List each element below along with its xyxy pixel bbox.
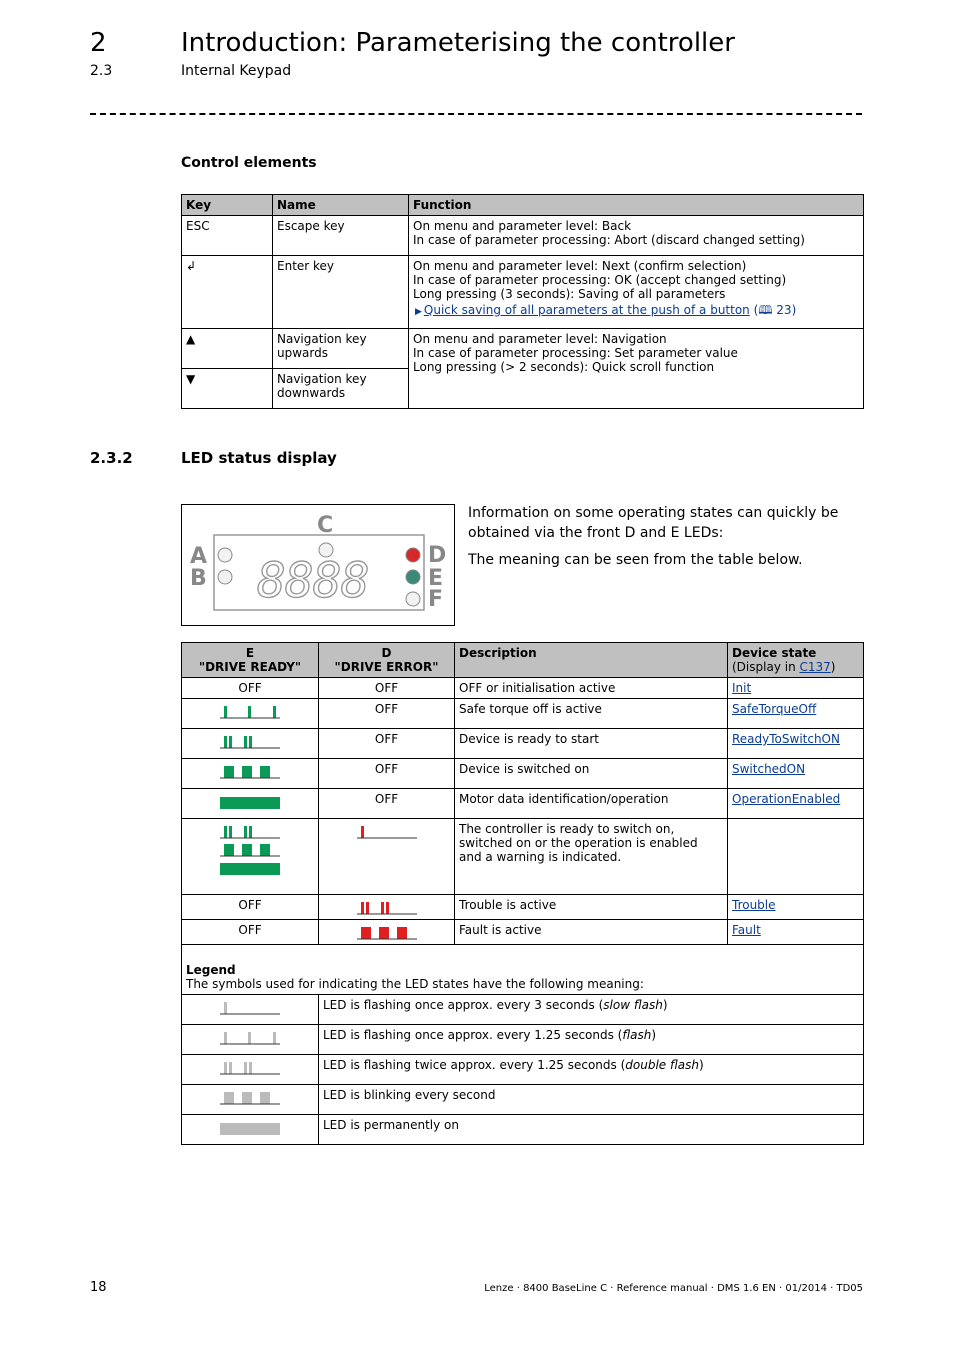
steady-bar	[220, 863, 280, 875]
led-f	[406, 592, 420, 606]
pulse	[260, 1092, 270, 1104]
chapter-title: Introduction: Parameterising the controller	[181, 28, 735, 58]
chapter-number: 2	[90, 28, 107, 58]
device-state-cell	[728, 678, 864, 699]
led-blink-symbol	[357, 925, 417, 941]
drive-error-cell: OFF	[319, 729, 455, 759]
legend-symbol-cell	[182, 1115, 319, 1145]
led-double-flash-symbol	[220, 1060, 280, 1076]
legend-title: Legend	[186, 963, 236, 977]
pulse	[260, 844, 270, 856]
table-row	[182, 819, 864, 895]
led-on-symbol	[220, 1120, 280, 1136]
pulse	[273, 1032, 276, 1044]
pulse	[224, 1092, 234, 1104]
steady-bar	[220, 797, 280, 809]
column-header-description: Description	[455, 643, 728, 678]
subsection-number: 2.3.2	[90, 449, 133, 467]
description-cell: Safe torque off is active	[455, 699, 728, 729]
description-cell: Fault is active	[455, 920, 728, 945]
device-state-cell	[728, 699, 864, 729]
pulse	[224, 826, 227, 838]
pulse	[248, 1032, 251, 1044]
key-cell: ▼	[182, 369, 273, 409]
page-ref-link[interactable]: 23	[776, 303, 792, 317]
pulse	[366, 902, 369, 914]
pulse	[242, 844, 252, 856]
table-row	[182, 895, 864, 920]
letter-d: D	[428, 543, 447, 568]
table-row	[182, 678, 864, 699]
pulse	[242, 766, 252, 778]
pulse	[224, 706, 227, 718]
description-cell: Trouble is active	[455, 895, 728, 920]
led-e	[406, 570, 420, 584]
table-row	[182, 699, 864, 729]
pulse	[361, 927, 371, 939]
function-line: Long pressing (3 seconds): Saving of all parameters	[413, 287, 726, 301]
pulse	[260, 766, 270, 778]
legend-text-cell: LED is flashing once approx. every 1.25 seconds (flash)	[319, 1025, 864, 1055]
led-slow-flash-symbol	[220, 1000, 280, 1016]
name-cell: Enter key	[273, 256, 409, 329]
pulse	[224, 844, 234, 856]
legend-term: slow flash	[603, 998, 663, 1012]
description-cell: The controller is ready to switch on, switched on or the operation is enabled and a warning is indicated.	[455, 819, 728, 895]
pulse	[361, 826, 364, 838]
function-line: On menu and parameter level: Next (confirm selection)	[413, 259, 747, 273]
led-flash-symbol	[220, 1030, 280, 1046]
function-line: On menu and parameter level: Navigation	[413, 332, 667, 346]
column-header: Name	[273, 195, 409, 216]
footer-reference: Lenze · 8400 BaseLine C · Reference manual · DMS 1.6 EN · 01/2014 · TD05	[484, 1283, 863, 1294]
drive-ready-cell	[182, 819, 319, 895]
drive-ready-cell	[182, 699, 319, 729]
led-blink-symbol	[220, 842, 280, 858]
device-state-link[interactable]: Trouble	[732, 898, 776, 912]
function-cell	[409, 329, 864, 409]
drive-error-cell: OFF	[319, 678, 455, 699]
pulse	[224, 766, 234, 778]
drive-error-cell: OFF	[319, 789, 455, 819]
control-elements-heading: Control elements	[181, 155, 317, 171]
drive-error-cell: OFF	[319, 759, 455, 789]
drive-ready-cell	[182, 759, 319, 789]
legend-item	[182, 995, 864, 1025]
device-state-link[interactable]: Fault	[732, 923, 761, 937]
table-header-row	[182, 643, 864, 678]
legend-item	[182, 1085, 864, 1115]
device-state-cell	[728, 819, 864, 895]
key-cell: ↲	[182, 256, 273, 329]
table-row	[182, 216, 864, 256]
pulse	[224, 1062, 227, 1074]
subsection-title: LED status display	[181, 449, 337, 467]
pulse	[379, 927, 389, 939]
table-row	[182, 329, 864, 369]
pulse	[244, 826, 247, 838]
legend-item	[182, 1055, 864, 1085]
led-status-table	[181, 642, 864, 1145]
pulse	[249, 1062, 252, 1074]
device-state-cell	[728, 729, 864, 759]
info-paragraph: Information on some operating states can quickly be obtained via the front D and E LEDs:	[468, 505, 839, 541]
drive-error-cell	[319, 819, 455, 895]
led-slow-flash-symbol	[357, 824, 417, 840]
book-icon: 🕮	[758, 303, 773, 317]
device-state-cell	[728, 895, 864, 920]
legend-text-cell: LED is permanently on	[319, 1115, 864, 1145]
table-row	[182, 789, 864, 819]
drive-error-cell	[319, 895, 455, 920]
device-state-link[interactable]: SafeTorqueOff	[732, 702, 817, 716]
function-line: In case of parameter processing: Set parameter value	[413, 346, 738, 360]
column-header-e: E "DRIVE READY"	[182, 643, 319, 678]
led-double-flash-symbol	[357, 900, 417, 916]
device-state-cell	[728, 789, 864, 819]
column-header-d: D "DRIVE ERROR"	[319, 643, 455, 678]
table-row	[182, 920, 864, 945]
table-header-row	[182, 195, 864, 216]
name-cell: Escape key	[273, 216, 409, 256]
device-state-link[interactable]: Init	[732, 681, 752, 695]
legend-symbol-cell	[182, 1025, 319, 1055]
pulse	[244, 736, 247, 748]
pulse	[248, 706, 251, 718]
legend-intro: The symbols used for indicating the LED states have the following meaning:	[186, 977, 644, 991]
name-cell: Navigation key upwards	[273, 329, 409, 369]
function-cell	[409, 256, 864, 329]
function-line: In case of parameter processing: OK (accept changed setting)	[413, 273, 787, 287]
seven-segment-display: 8888	[257, 553, 369, 609]
arrow-right-icon: ▶	[415, 307, 422, 317]
legend-text-cell: LED is flashing once approx. every 3 seconds (slow flash)	[319, 995, 864, 1025]
description-cell: Device is ready to start	[455, 729, 728, 759]
section-number: 2.3	[90, 63, 113, 79]
pulse	[229, 736, 232, 748]
drive-ready-cell	[182, 729, 319, 759]
letter-c: C	[317, 513, 334, 538]
legend-cell	[182, 945, 864, 995]
pulse	[224, 1032, 227, 1044]
pulse	[249, 736, 252, 748]
drive-error-cell	[319, 920, 455, 945]
legend-text-cell: LED is flashing twice approx. every 1.25 seconds (double flash)	[319, 1055, 864, 1085]
description-cell: Motor data identification/operation	[455, 789, 728, 819]
legend-symbol-cell	[182, 1085, 319, 1115]
name-cell: Navigation key downwards	[273, 369, 409, 409]
legend-symbol-cell	[182, 995, 319, 1025]
drive-error-cell: OFF	[319, 699, 455, 729]
legend-item	[182, 1115, 864, 1145]
description-cell: OFF or initialisation active	[455, 678, 728, 699]
pulse	[242, 1092, 252, 1104]
section-title: Internal Keypad	[181, 63, 292, 79]
drive-ready-cell: OFF	[182, 678, 319, 699]
led-double-flash-symbol	[220, 734, 280, 750]
key-cell: ▲	[182, 329, 273, 369]
pulse	[386, 902, 389, 914]
led-a	[218, 548, 232, 562]
legend-symbol-cell	[182, 1055, 319, 1085]
steady-bar	[220, 1123, 280, 1135]
table-row	[182, 759, 864, 789]
description-cell: Device is switched on	[455, 759, 728, 789]
function-line: On menu and parameter level: Back	[413, 219, 632, 233]
pulse	[229, 1062, 232, 1074]
pulse	[273, 706, 276, 718]
table-row	[182, 729, 864, 759]
info-paragraph: The meaning can be seen from the table below.	[468, 552, 803, 568]
control-elements-table	[181, 194, 864, 409]
led-on-symbol	[220, 794, 280, 810]
device-state-link[interactable]: ReadyToSwitchON	[732, 732, 840, 746]
column-header: Function	[409, 195, 864, 216]
pulse	[361, 902, 364, 914]
cross-reference: ▶ Quick saving of all parameters at the push of a button (🕮 23)	[415, 303, 797, 317]
pulse	[229, 826, 232, 838]
device-state-cell	[728, 759, 864, 789]
table-row	[182, 256, 864, 329]
pulse	[244, 1062, 247, 1074]
letter-a: A	[190, 544, 208, 569]
quick-saving-link[interactable]: Quick saving of all parameters at the push of a button	[423, 303, 750, 317]
legend-term: flash	[622, 1028, 652, 1042]
column-header-state: Device state (Display in C137)	[728, 643, 864, 678]
led-on-symbol	[220, 860, 280, 876]
device-state-cell	[728, 920, 864, 945]
led-blink-symbol	[220, 764, 280, 780]
led-info-text	[468, 503, 863, 577]
function-line: Long pressing (> 2 seconds): Quick scroll function	[413, 360, 715, 374]
page-number: 18	[90, 1280, 107, 1295]
c137-link[interactable]: C137	[799, 660, 831, 674]
legend-item	[182, 1025, 864, 1055]
device-state-link[interactable]: SwitchedON	[732, 762, 806, 776]
letter-e: E	[428, 566, 444, 591]
device-state-link[interactable]: OperationEnabled	[732, 792, 841, 806]
led-d	[406, 548, 420, 562]
letter-f: F	[428, 587, 444, 612]
legend-term: double flash	[625, 1058, 699, 1072]
letter-b: B	[190, 566, 207, 591]
drive-ready-cell	[182, 789, 319, 819]
pulse	[249, 826, 252, 838]
led-flash-symbol	[220, 704, 280, 720]
header-divider	[90, 113, 862, 115]
legend-text-cell: LED is blinking every second	[319, 1085, 864, 1115]
legend-row	[182, 945, 864, 995]
pulse	[224, 1002, 227, 1014]
led-blink-symbol	[220, 1090, 280, 1106]
pulse	[224, 736, 227, 748]
function-line: In case of parameter processing: Abort (discard changed setting)	[413, 233, 805, 247]
pulse	[397, 927, 407, 939]
drive-ready-cell: OFF	[182, 895, 319, 920]
function-cell	[409, 216, 864, 256]
pulse	[381, 902, 384, 914]
key-cell: ESC	[182, 216, 273, 256]
column-header: Key	[182, 195, 273, 216]
keypad-front-illustration	[182, 505, 454, 625]
led-double-flash-symbol	[220, 824, 280, 840]
led-display-diagram	[181, 504, 455, 626]
drive-ready-cell: OFF	[182, 920, 319, 945]
led-b	[218, 570, 232, 584]
